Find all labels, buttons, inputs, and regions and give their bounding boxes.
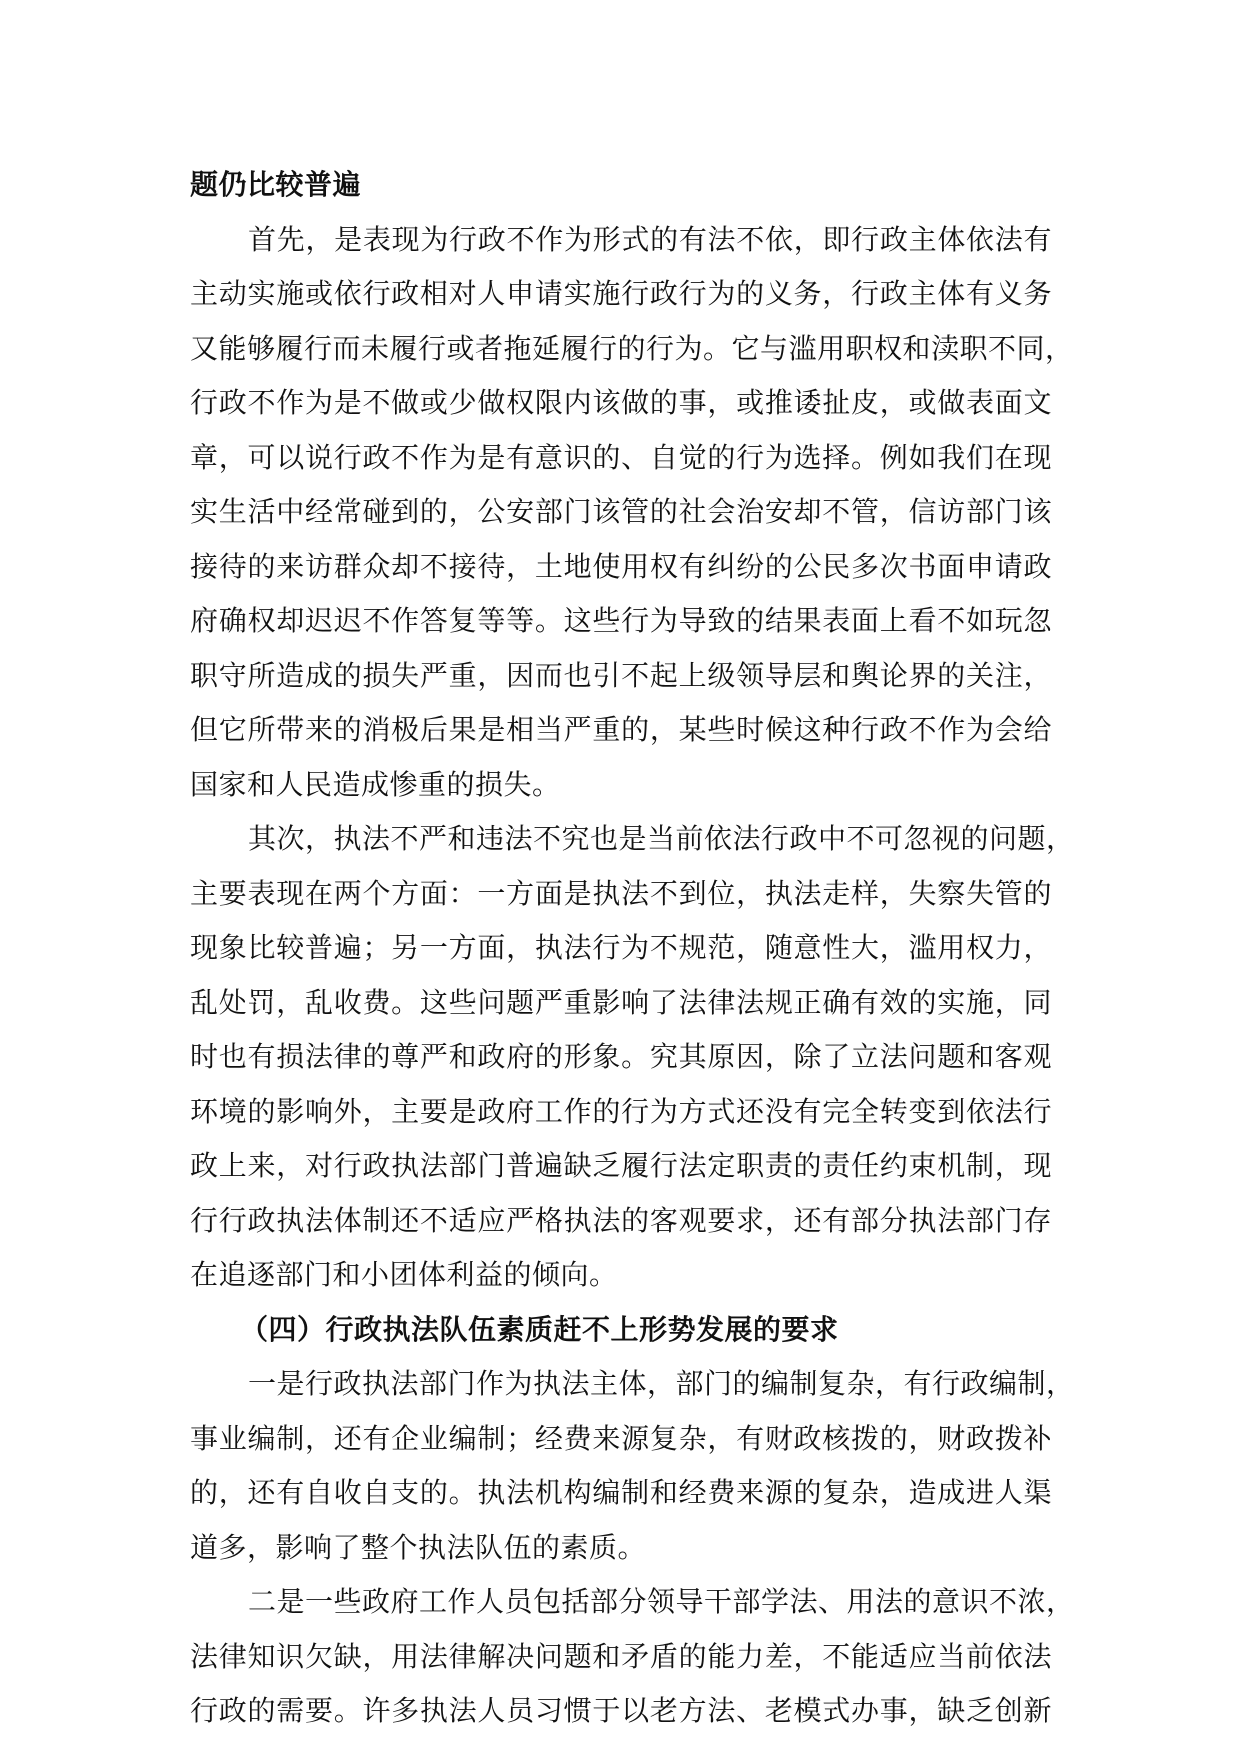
section-heading: 题仍比较普遍 <box>190 168 362 201</box>
paragraph-first-line: 其次，执法不严和违法不究也是当前依法行政中不可忽视的问题， <box>248 822 1075 855</box>
text-line: 行行政执法体制还不适应严格执法的客观要求，还有部分执法部门存 <box>190 1203 1052 1237</box>
paragraph-first-line: 二是一些政府工作人员包括部分领导干部学法、用法的意识不浓， <box>248 1585 1075 1618</box>
text-line: 行政的需要。许多执法人员习惯于以老方法、老模式办事，缺乏创新 <box>190 1694 1052 1727</box>
paragraph-last-line: 在追逐部门和小团体利益的倾向。 <box>190 1258 618 1291</box>
text-line: 又能够履行而未履行或者拖延履行的行为。它与滥用职权和渎职不同， <box>190 331 1074 365</box>
text-line: 现象比较普遍；另一方面，执法行为不规范，随意性大，滥用权力， <box>190 931 1052 964</box>
text-line: 环境的影响外，主要是政府工作的行为方式还没有完全转变到依法行 <box>190 1094 1052 1128</box>
paragraph-first-line: 首先，是表现为行政不作为形式的有法不依，即行政主体依法有 <box>248 222 1052 256</box>
paragraph-last-line: 国家和人民造成惨重的损失。 <box>190 767 561 801</box>
text-line: 职守所造成的损失严重，因而也引不起上级领导层和舆论界的关注， <box>190 658 1052 692</box>
text-line: 乱处罚，乱收费。这些问题严重影响了法律法规正确有效的实施，同 <box>190 985 1052 1019</box>
text-line: 法律知识欠缺，用法律解决问题和矛盾的能力差，不能适应当前依法 <box>190 1639 1052 1673</box>
paragraph-first-line: 一是行政执法部门作为执法主体，部门的编制复杂，有行政编制， <box>248 1367 1075 1400</box>
text-line: 实生活中经常碰到的，公安部门该管的社会治安却不管，信访部门该 <box>190 495 1052 528</box>
text-line: 的，还有自收自支的。执法机构编制和经费来源的复杂，造成进人渠 <box>190 1476 1052 1509</box>
text-line: 章，可以说行政不作为是有意识的、自觉的行为选择。例如我们在现 <box>190 440 1052 474</box>
text-line: 接待的来访群众却不接待，土地使用权有纠纷的公民多次书面申请政 <box>190 549 1052 583</box>
text-line: 时也有损法律的尊严和政府的形象。究其原因，除了立法问题和客观 <box>190 1040 1052 1073</box>
document-page <box>190 158 1075 1739</box>
text-line: 但它所带来的消极后果是相当严重的，某些时候这种行政不作为会给 <box>190 713 1052 746</box>
text-line: 政上来，对行政执法部门普遍缺乏履行法定职责的责任约束机制，现 <box>190 1149 1052 1182</box>
text-line: 事业编制，还有企业编制；经费来源复杂，有财政核拨的，财政拨补 <box>190 1421 1052 1455</box>
text-line: 主动实施或依行政相对人申请实施行政行为的义务，行政主体有义务 <box>190 277 1052 310</box>
text-line: 行政不作为是不做或少做权限内该做的事，或推诿扯皮，或做表面文 <box>190 386 1052 419</box>
subsection-heading: （四）行政执法队伍素质赶不上形势发展的要求 <box>240 1312 839 1346</box>
text-line: 府确权却迟迟不作答复等等。这些行为导致的结果表面上看不如玩忽 <box>190 604 1052 637</box>
paragraph-last-line: 道多，影响了整个执法队伍的素质。 <box>190 1530 647 1564</box>
text-line: 主要表现在两个方面：一方面是执法不到位，执法走样，失察失管的 <box>190 876 1052 910</box>
